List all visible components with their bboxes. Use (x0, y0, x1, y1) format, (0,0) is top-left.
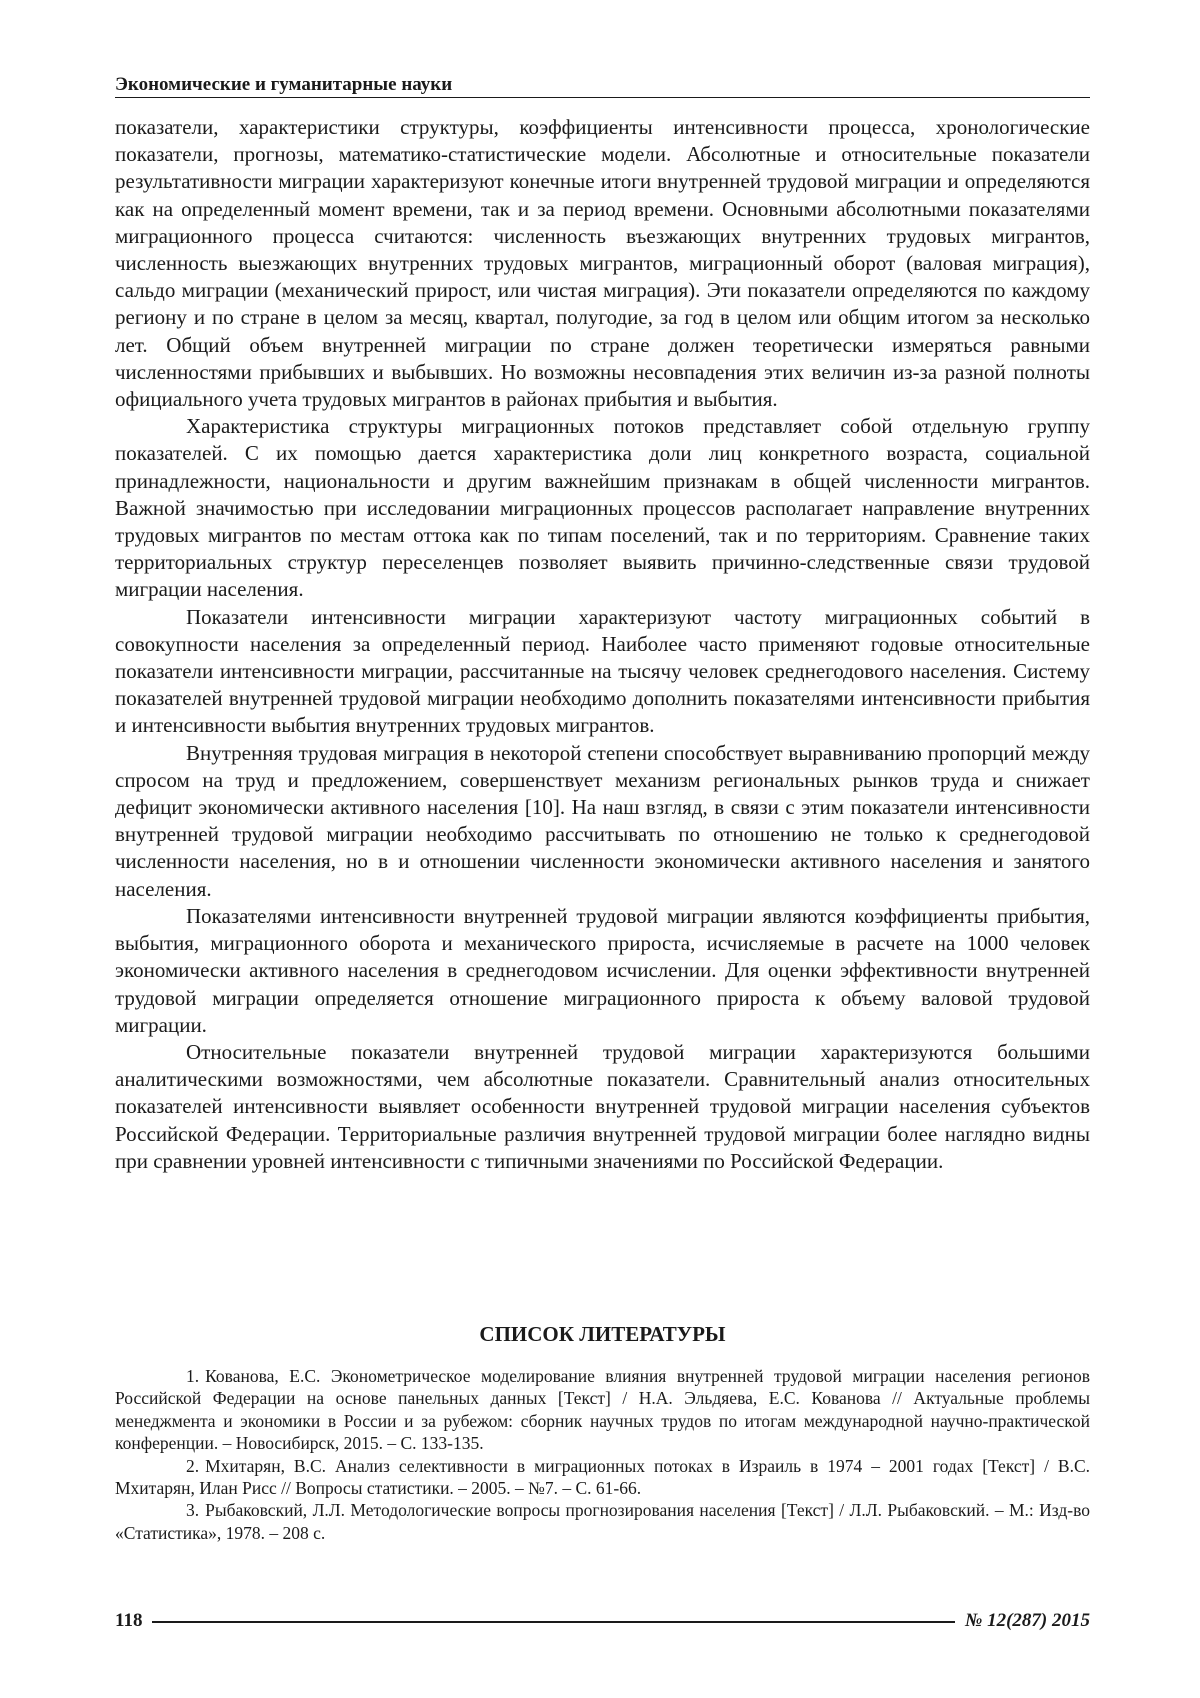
journal-page (115, 0, 1090, 1698)
paragraph-continuation: показатели, характеристики структуры, коэффициенты интенсивности процесса, хронологические показатели, прогнозы, математико-статистические модели. Абсолютные и относительные показатели результативности миграции характеризуют конечные итоги внутренней трудовой миграции и определяются как на определенный момент времени, так и за период времени. Основными абсолютными показателями миграционного процесса считаются: численность въезжающих внутренних трудовых мигрантов, численность выезжающих внутренних трудовых мигрантов, миграционный оборот (валовая миграция), сальдо миграции (механический прирост, или чистая миграция). Эти показатели определяются по каждому региону и по стране в целом за месяц, квартал, полугодие, за год в целом или общим итогом за несколько лет. Общий объем внутренней миграции по стране должен теоретически измеряться равными численностями прибывших и выбывших. Но возможны несовпадения этих величин из-за разной полноты официального учета трудовых мигрантов в районах прибытия и выбытия. (115, 114, 1090, 413)
reference-number: 2. (186, 1456, 199, 1476)
references-heading: СПИСОК ЛИТЕРАТУРЫ (115, 1321, 1090, 1347)
page-footer (115, 1608, 1090, 1634)
footer-rule (152, 1621, 955, 1623)
reference-text: Мхитарян, В.С. Анализ селективности в миграционных потоках в Израиль в 1974 – 2001 годах [Текст] / В.С. Мхитарян, Илан Рисс // Вопросы статистики. – 2005. – №7. – С. 61-66. (115, 1456, 1090, 1498)
reference-item (115, 1455, 1090, 1500)
paragraph: Показатели интенсивности миграции характеризуют частоту миграционных событий в совокупности населения за определенный период. Наиболее часто применяют годовые относительные показатели интенсивности миграции, рассчитанные на тысячу человек среднегодового населения. Систему показателей внутренней трудовой миграции необходимо дополнить показателями интенсивности прибытия и интенсивности выбытия внутренних трудовых мигрантов. (115, 604, 1090, 740)
running-header: Экономические и гуманитарные науки (115, 74, 1090, 98)
reference-number: 3. (186, 1500, 199, 1520)
issue-number: № 12(287) 2015 (965, 1610, 1090, 1632)
article-body (115, 114, 1090, 1175)
reference-text: Кованова, Е.С. Эконометрическое моделирование влияния внутренней трудовой миграции населения регионов Российской Федерации на основе панельных данных [Текст] / Н.А. Эльдяева, Е.С. Кованова // Актуальные проблемы менеджмента и экономики в России и за рубежом: сборник научных трудов по итогам международной научно-практической конференции. – Новосибирск, 2015. – С. 133-135. (115, 1366, 1090, 1453)
reference-item (115, 1499, 1090, 1544)
paragraph: Относительные показатели внутренней трудовой миграции характеризуются большими аналитическими возможностями, чем абсолютные показатели. Сравнительный анализ относительных показателей интенсивности выявляет особенности внутренней трудовой миграции населения субъектов Российской Федерации. Территориальные различия внутренней трудовой миграции более наглядно видны при сравнении уровней интенсивности с типичными значениями по Российской Федерации. (115, 1039, 1090, 1175)
references-list (115, 1365, 1090, 1544)
page-number: 118 (115, 1610, 142, 1632)
reference-number: 1. (186, 1366, 199, 1386)
paragraph: Характеристика структуры миграционных потоков представляет собой отдельную группу показателей. С их помощью дается характеристика доли лиц конкретного возраста, социальной принадлежности, национальности и другим важнейшим признакам в общей численности мигрантов. Важной значимостью при исследовании миграционных процессов располагает направление внутренних трудовых мигрантов по местам оттока как по типам поселений, так и по территориям. Сравнение таких территориальных структур переселенцев позволяет выявить причинно-следственные связи трудовой миграции населения. (115, 413, 1090, 603)
reference-item (115, 1365, 1090, 1455)
paragraph: Показателями интенсивности внутренней трудовой миграции являются коэффициенты прибытия, выбытия, миграционного оборота и механического прироста, исчисляемые в расчете на 1000 человек экономически активного населения в среднегодовом исчислении. Для оценки эффективности внутренней трудовой миграции определяется отношение миграционного прироста к объему валовой трудовой миграции. (115, 903, 1090, 1039)
paragraph: Внутренняя трудовая миграция в некоторой степени способствует выравниванию пропорций между спросом на труд и предложением, совершенствует механизм региональных рынков труда и снижает дефицит экономически активного населения [10]. На наш взгляд, в связи с этим показатели интенсивности внутренней трудовой миграции необходимо рассчитывать по отношению не только к среднегодовой численности населения, но в и отношении численности экономически активного населения и занятого населения. (115, 740, 1090, 903)
reference-text: Рыбаковский, Л.Л. Методологические вопросы прогнозирования населения [Текст] / Л.Л. Рыбаковский. – М.: Изд-во «Статистика», 1978. – 208 с. (115, 1500, 1090, 1542)
